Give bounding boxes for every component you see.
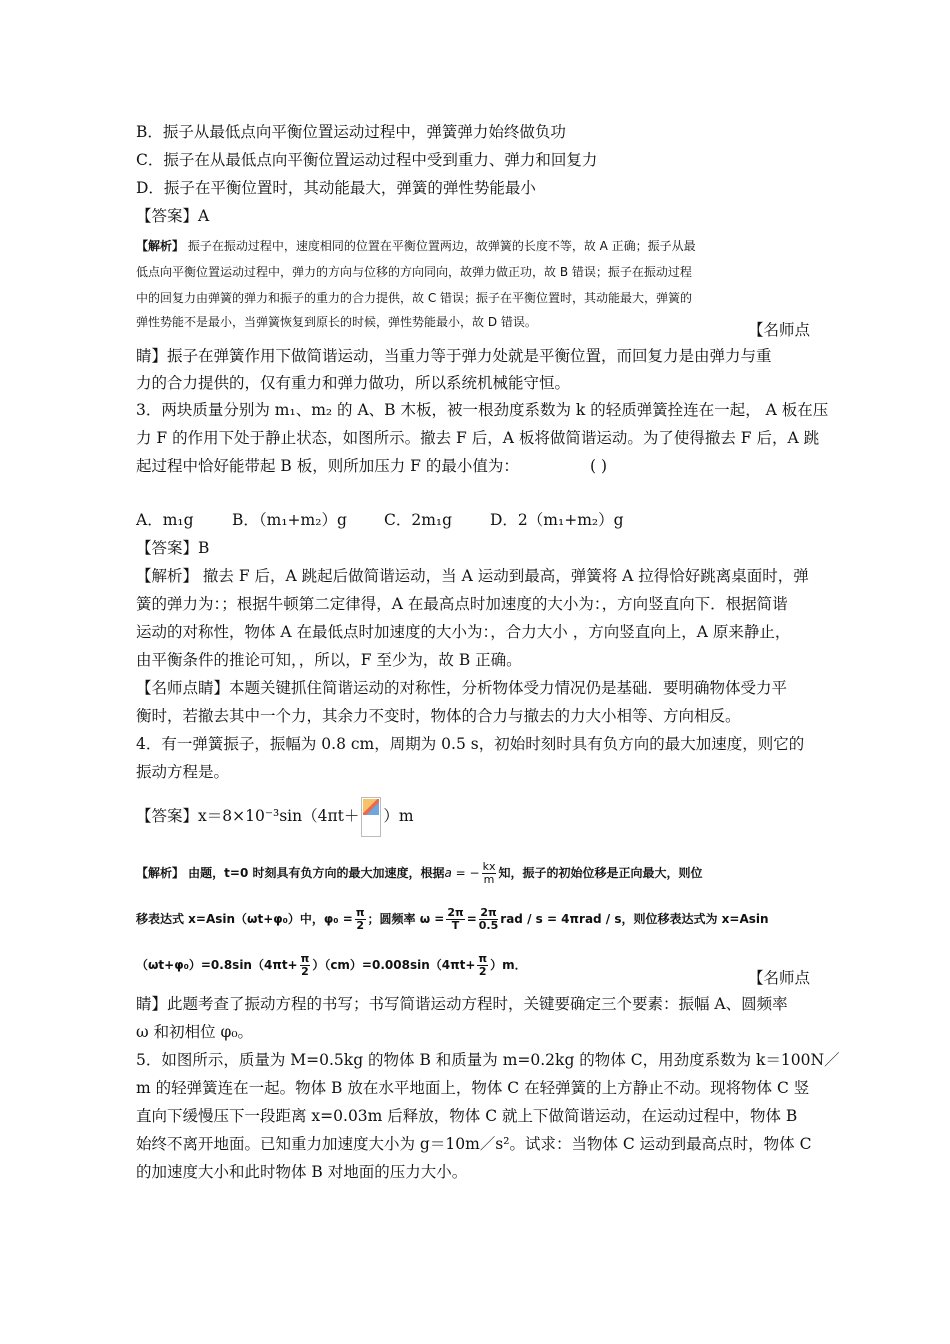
frac-den: T <box>451 919 460 932</box>
equals: = <box>466 912 477 926</box>
frac-den: 2 <box>356 919 364 932</box>
frac-den: 0.5 <box>478 919 499 932</box>
analysis-label: 【解析】 <box>136 239 185 253</box>
q4-analysis-line-2 <box>136 904 769 934</box>
q2-tip-line-1: 睛】振子在弹簧作用下做简谐运动，当重力等于弹力处就是平衡位置，而回复力是由弹力与重 <box>136 347 772 365</box>
q5-line-2: m 的轻弹簧连在一起。物体 B 放在水平地面上，物体 C 在轻弹簧的上方静止不动。现将物体 C 竖 <box>136 1079 810 1097</box>
q4-line-1: 4．有一弹簧振子，振幅为 0.8 cm，周期为 0.5 s，初始时刻时具有负方向的最大加速度，则它的 <box>136 735 805 753</box>
q2-analysis-line-4: 弹性势能不是最小，当弹簧恢复到原长的时候，弹性势能最小，故 D 错误。 <box>136 315 537 329</box>
q4-analysis-line-1 <box>136 858 703 888</box>
q3-analysis-line-1: 【解析】 撤去 F 后，A 跳起后做简谐运动，当 A 运动到最高，弹簧将 A 拉得恰好跳离桌面时，弹 <box>136 567 809 585</box>
q4-tip-head: 【名师点 <box>747 969 810 987</box>
q3-line-3: 起过程中恰好能带起 B 板，则所加压力 F 的最小值为： <box>136 457 519 475</box>
q4-answer-post: ）m <box>383 807 414 825</box>
frac-den: m <box>483 873 495 886</box>
q4-line-2: 振动方程是。 <box>136 763 230 781</box>
q4-analysis-text-1b: 知，振子的初始位移是正向最大，则位 <box>498 866 703 880</box>
q3-option-a: A．m₁g <box>136 511 194 529</box>
q2-option-b: B．振子从最低点向平衡位置运动过程中，弹簧弹力始终做负功 <box>136 123 566 141</box>
formula-a: a = − <box>444 866 480 880</box>
q3-answer: 【答案】B <box>136 539 210 557</box>
frac-num: 2π <box>480 906 497 919</box>
fraction-kx-m <box>482 861 497 886</box>
q2-option-d: D．振子在平衡位置时，其动能最大，弹簧的弹性势能最小 <box>136 179 536 197</box>
fraction-pi-2 <box>477 953 488 978</box>
q3-tip-line-2: 衡时，若撤去其中一个力，其余力不变时，物体的合力与撤去的力大小相等、方向相反。 <box>136 707 741 725</box>
q2-analysis-line-3: 中的回复力由弹簧的弹力和振子的重力的合力提供，故 C 错误；振子在平衡位置时，其动能最大，弹簧的 <box>136 291 693 305</box>
q5-line-5: 的加速度大小和此时物体 B 对地面的压力大小。 <box>136 1163 468 1181</box>
q5-line-4: 始终不离开地面。已知重力加速度大小为 g＝10m／s²。试求：当物体 C 运动到最高点时，物体 C <box>136 1135 812 1153</box>
frac-num: 2π <box>447 906 464 919</box>
q2-analysis-line-1 <box>136 236 696 256</box>
fraction-2pi-0.5 <box>479 907 499 932</box>
q2-option-c: C．振子在从最低点向平衡位置运动过程中受到重力、弹力和回复力 <box>136 151 598 169</box>
q4-tip-line-2: ω 和初相位 φ₀。 <box>136 1023 254 1041</box>
frac-den: 2 <box>301 965 309 978</box>
q3-answer-paren: ( ) <box>590 457 608 475</box>
q4-tip-line-1: 睛】此题考查了振动方程的书写；书写简谐运动方程时，关键要确定三个要素：振幅 A、圆频率 <box>136 995 788 1013</box>
q4-answer-pre: 【答案】x＝8×10⁻³sin（4πt＋ <box>136 807 360 825</box>
q4-analysis-text-2c: rad / s = 4πrad / s，则位移表达式为 x=Asin <box>500 912 769 926</box>
q4-analysis-text-3: （ωt+φ₀）=0.8sin（4πt+ <box>136 958 298 972</box>
q5-line-3: 直向下缓慢压下一段距离 x=0.03m 后释放，物体 C 就上下做简谐运动，在运动过程中，物体 B <box>136 1107 798 1125</box>
frac-num: π <box>355 906 365 919</box>
q3-analysis-line-3: 运动的对称性，物体 A 在最低点时加速度的大小为：，合力大小 ，方向竖直向上，A 原来静止， <box>136 623 791 641</box>
q2-answer: 【答案】A <box>136 207 210 225</box>
q3-option-d: D．2（m₁+m₂）g <box>490 511 624 529</box>
q4-analysis-text-1: 【解析】 由题，t=0 时刻具有负方向的最大加速度，根据 <box>136 866 445 880</box>
q4-analysis-text-3b: ）（cm）=0.008sin（4πt+ <box>312 958 476 972</box>
frac-num: kx <box>482 860 496 873</box>
frac-num: π <box>300 952 310 965</box>
q4-analysis-text-2b: ；圆频率 ω = <box>367 912 445 926</box>
q3-option-c: C．2m₁g <box>384 511 453 529</box>
q3-analysis-line-4: 由平衡条件的推论可知，，所以，F 至少为，故 B 正确。 <box>136 651 522 669</box>
q3-tip-line-1: 【名师点睛】本题关键抓住简谐运动的对称性，分析物体受力情况仍是基础．要明确物体受力平 <box>136 679 788 697</box>
q2-tip-line-2: 力的合力提供的，仅有重力和弹力做功，所以系统机械能守恒。 <box>136 374 571 392</box>
q4-analysis-text-2: 移表达式 x=Asin（ωt+φ₀）中，φ₀ = <box>136 912 353 926</box>
q3-line-1: 3．两块质量分别为 m₁、m₂ 的 A、B 木板，被一根劲度系数为 k 的轻质弹簧拴连在一起， A 板在压 <box>136 401 829 419</box>
q4-answer <box>136 796 414 837</box>
broken-image-icon <box>361 797 381 837</box>
frac-num: π <box>478 952 488 965</box>
fraction-pi-2 <box>300 953 311 978</box>
q3-analysis-line-2: 簧的弹力为：；根据牛顿第二定律得，A 在最高点时加速度的大小为：，方向竖直向下．根据简谐 <box>136 595 788 613</box>
q5-line-1: 5．如图所示，质量为 M=0.5kg 的物体 B 和质量为 m=0.2kg 的物体 C，用劲度系数为 k＝100N／ <box>136 1051 840 1069</box>
q2-analysis-text-1: 振子在振动过程中，速度相同的位置在平衡位置两边，故弹簧的长度不等，故 A 正确；振子从最 <box>187 239 696 253</box>
fraction-pi-2 <box>355 907 366 932</box>
q2-tip-head: 【名师点 <box>747 321 810 339</box>
q3-option-b: B．（m₁+m₂）g <box>232 511 347 529</box>
q2-analysis-line-2: 低点向平衡位置运动过程中，弹力的方向与位移的方向同向，故弹力做正功，故 B 错误；振子在振动过程 <box>136 265 692 279</box>
frac-den: 2 <box>478 965 487 978</box>
fraction-2pi-T <box>446 907 464 932</box>
q3-line-2: 力 F 的作用下处于静止状态，如图所示。撤去 F 后，A 板将做简谐运动。为了使得撤去 F 后，A 跳 <box>136 429 820 447</box>
q4-analysis-text-3c: ）m． <box>490 958 527 972</box>
q4-analysis-line-3 <box>136 950 527 980</box>
